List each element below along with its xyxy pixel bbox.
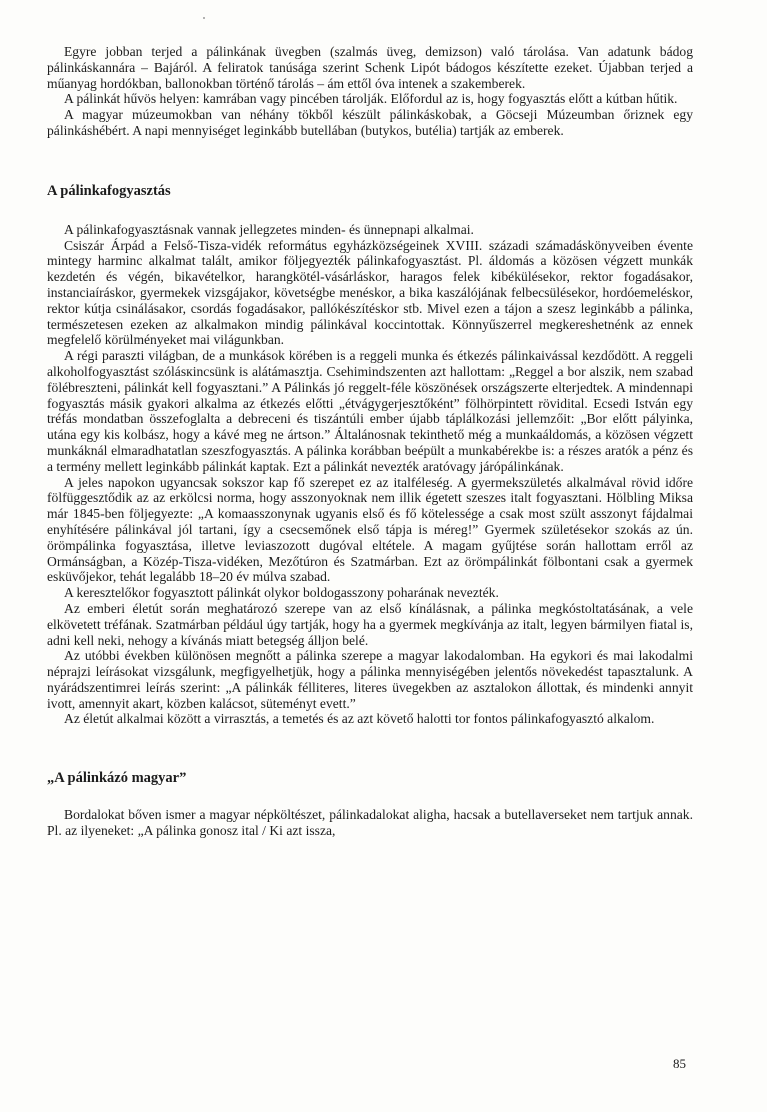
paragraph: A pálinkát hűvös helyen: kamrában vagy pincében tárolják. Előfordul az is, hogy fogyasztás előtt a kútban hűtik. <box>64 91 678 107</box>
section-heading: A pálinkafogyasztás <box>47 182 171 199</box>
paragraph: Egyre jobban terjed a pálinkának üvegben (szalmás üveg, demizson) való tárolása. Van adatunk bádog pálinkáskannára – Bajáról. A feliratok tanúsága szerint Schenk Lipót bádogos készítette ezeket. Újabban terjed a műanyag hordókban, ballonokban történő tárolás – ám ettől óva intenek a szakemberek. <box>47 44 693 91</box>
scan-dust-speck <box>203 17 205 19</box>
paragraph: Az emberi életút során meghatározó szerepe van az első kínálásnak, a pálinka megkóstoltatásának, a vele elkövetett tréfának. Szatmárban például úgy tartják, hogy ha a gyermek megkívánja az italt, legyen bármilyen fiatal is, adni kell neki, nehogy a kívánás miatt betegség álljon belé. <box>47 600 693 648</box>
paragraph: Az utóbbi években különösen megnőtt a pálinka szerepe a magyar lakodalomban. Ha egykori és mai lakodalmi néprajzi leírásokat vizsgálunk, megfigyelhetjük, hogy a pálinka mennyiségében jelentős növekedést tapasztalunk. A nyárádszentimrei leírás szerint: „A pálinkák félliteres, literes üvegekben az asztalokon állottak, és mindenki annyit ivott, amennyit akart, közben kalácsot, süteményt evett.” <box>47 648 693 711</box>
page-number: 85 <box>673 1056 686 1071</box>
poem-section <box>47 807 693 839</box>
page-text-block <box>47 44 693 839</box>
section-heading: „A pálinkázó magyar” <box>47 770 187 787</box>
paragraph: Az életút alkalmai között a virrasztás, a temetés és az azt követő halotti tor fontos pálinkafogyasztó alkalom. <box>64 711 655 727</box>
paragraph: A keresztelőkor fogyasztott pálinkát olykor boldogasszony poharának nevezték. <box>64 585 499 601</box>
paragraph: A régi paraszti világban, de a munkások körében is a reggeli munka és étkezés pálinkaivással kezdődött. A reggeli alkoholfogyasztást szólásкincsünk is alátámasztja. Csehimindszenten azt hallottam: „Reggel a bor alszik, nem szabad fölébreszteni, pálinkát kell fogyasztani.” A Pálinkás jó reggelt-féle köszönések országszerte elterjedtek. A mindennapi fogyasztás másik gyakori alkalma az étkezés előtti „étvágygerjesztőként” fölhörpintett rövidital. Ecsedi István egy tréfás mondatban összefoglalta a debreceni és tiszántúli ember újabb táplálkozási jellemzőit: „Bor előtt pályinka, utána egy kis kolbász, hogy a kávé meg ne ártson.” Általánosnak tekinthető még a munkaáldomás, a közösen végzett munkáknál elmaradhatatlan szeszfogyasztás. A pálinka korábban beépült a munkabérekbe is: a részes aratók a pénz és a termény mellett leginkább pálinkát kaptak. Ezt a pálinkát nevezték aratóvagy járópálinkának. <box>47 348 693 474</box>
consumption-section <box>47 222 693 728</box>
paragraph: A jeles napokon ugyancsak sokszor kap fő szerepet ez az italféleség. A gyermekszületés alkalmával rövid időre fölfüggesztődik az az erkölcsi norma, hogy asszonyoknak nem illik égetett szeszes italt fogyasztani. Hölbling Miksa már 1845-ben följegyezte: „A komaasszonynak ugyanis első és fő kötelessége a csak most szült asszonyt fájdalmai enyhítésére pálinkával jól tartani, így a csecsemőnek első tápja is méreg!” Gyermek születésekor szokás az ún. örömpálinka fogyasztása, illetve leviaszozott dugóval eltétele. A magam gyűjtése során hallottam erről az Ormánságban, a Közép-Tisza-vidéken, Mezőtúron és Szatmárban. Ezt az örömpálinkát fölbontani csak a gyermek esküvőjekor, tehát legalább 18–20 év múlva szabad. <box>47 474 693 585</box>
paragraph: Bordalokat bőven ismer a magyar népköltészet, pálinkadalokat aligha, hacsak a butellaverseket nem tartjuk annak. Pl. az ilyeneket: „A pálinka gonosz ital / Ki azt issza, <box>47 807 693 839</box>
paragraph: A pálinkafogyasztásnak vannak jellegzetes minden- és ünnepnapi alkalmai. <box>64 221 474 237</box>
paragraph: A magyar múzeumokban van néhány tökből készült pálinkáskobak, a Göcseji Múzeumban őriznek egy pálinkáshébért. A napi mennyiséget leginkább butellában (butykos, butélia) tartják az emberek. <box>47 107 693 138</box>
paragraph: Csiszár Árpád a Felső-Tisza-vidék református egyházközségeinek XVIII. századi számadáskönyveiben évente mintegy harminc alkalmat talált, amikor följegyezték pálinkafogyasztást. Pl. áldomás a közösen végzett munkák kezdetén és végén, bikavételkor, harangkötél-vásárláskor, haragos felek kibékülésekor, rektor fogadásakor, instanciaíráskor, gyermekek vizsgájakor, követségbe menéskor, a bika kaszálójának felbecsülésekor, hordóemeléskor, rektor kútja csinálásakor, csordás fogadásakor, pallókészítéskor stb. Mivel ezen a tájon a szesz leginkább a pálinka, természetesen ezeken az alkalmakon mindig pálinkával koccintottak. Könnyűszerrel megkereshetnénk az ennek megfelelő körülményeket mai világunkban. <box>47 237 693 348</box>
intro-section <box>47 44 693 139</box>
